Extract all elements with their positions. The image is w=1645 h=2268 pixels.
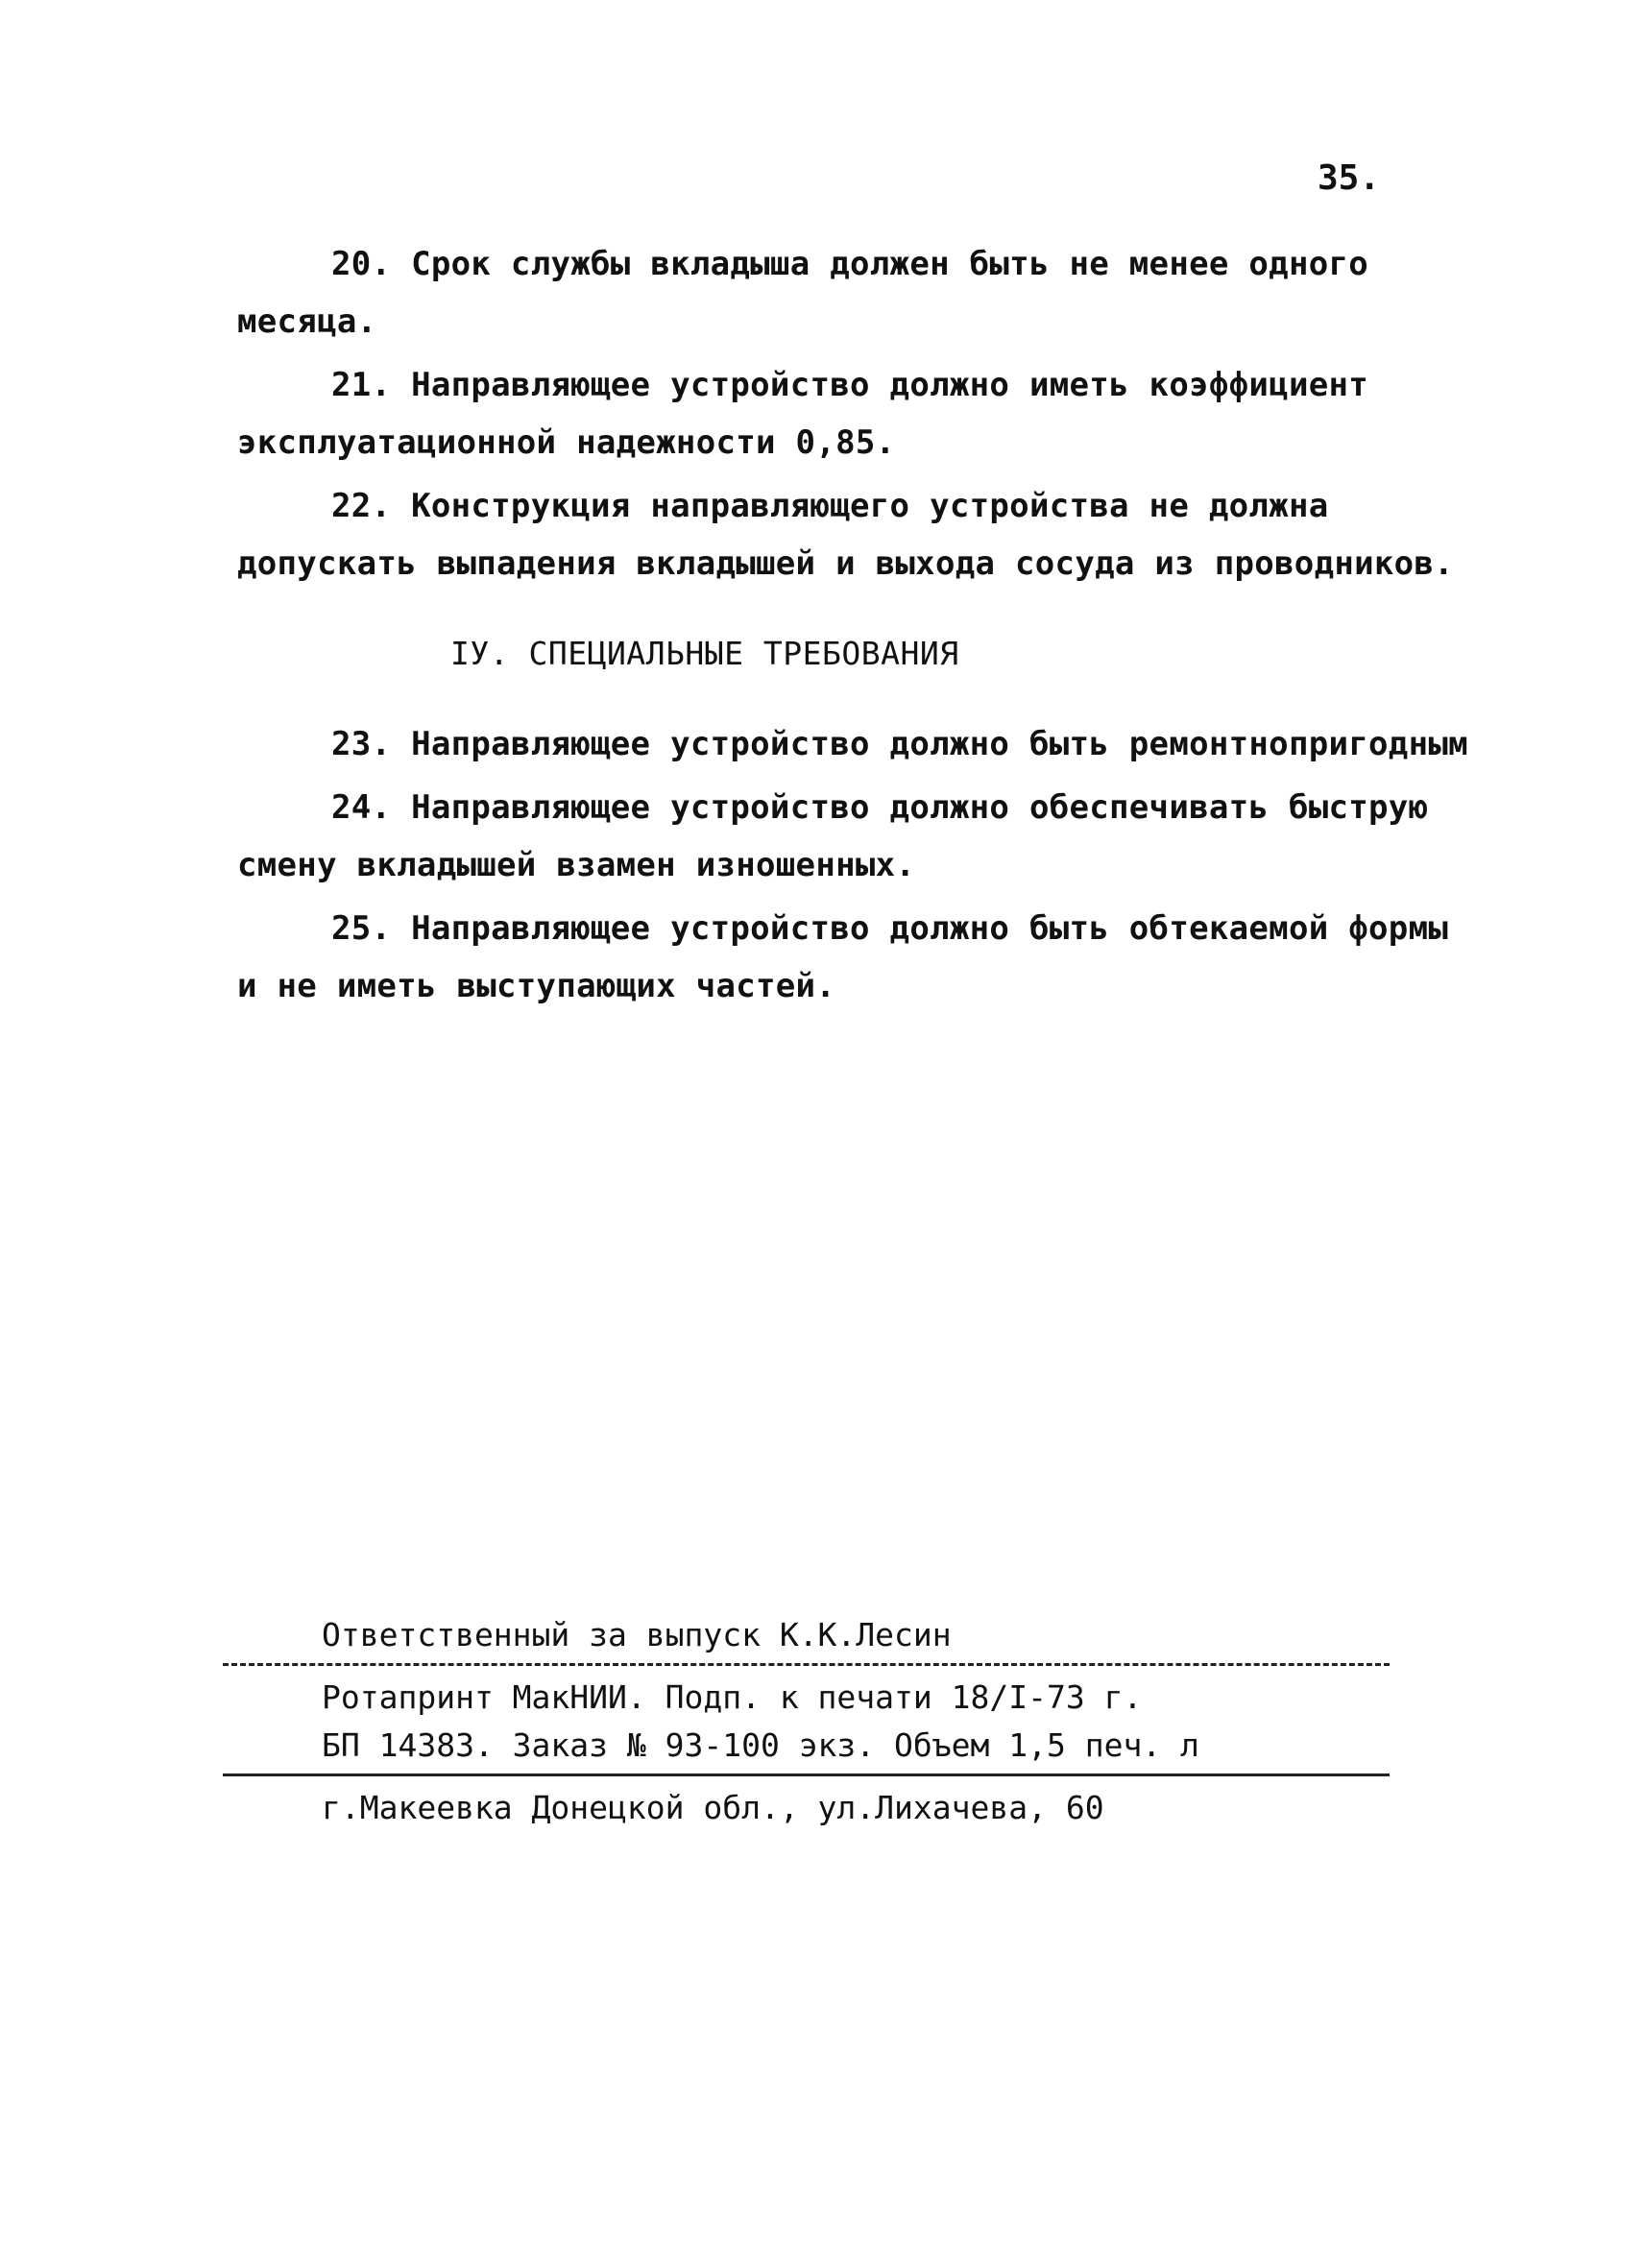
paragraph-20 bbox=[237, 235, 1438, 350]
imprint-divider-top bbox=[223, 1663, 1390, 1666]
paragraph-22-line1: 22. Конструкция направляющего устройства не должна bbox=[331, 487, 1329, 525]
paragraph-22 bbox=[237, 477, 1454, 592]
section-heading: IУ. СПЕЦИАЛЬНЫЕ ТРЕБОВАНИЯ bbox=[450, 635, 959, 672]
paragraph-23 bbox=[237, 715, 1468, 773]
paragraph-22-line2: допускать выпадения вкладышей и выхода сосуда из проводников. bbox=[237, 544, 1454, 583]
paragraph-25-line2: и не иметь выступающих частей. bbox=[237, 967, 836, 1005]
paragraph-21-line2: эксплуатационной надежности 0,85. bbox=[237, 423, 896, 462]
imprint-printer: Ротапринт МакНИИ. Подп. к печати 18/I-73 г. bbox=[322, 1678, 1143, 1716]
paragraph-25-line1: 25. Направляющее устройство должно быть обтекаемой формы bbox=[331, 909, 1449, 948]
body-text bbox=[237, 235, 1468, 1015]
paragraph-24-line1: 24. Направляющее устройство должно обеспечивать быструю bbox=[331, 788, 1429, 827]
paragraph-23-line1: 23. Направляющее устройство должно быть ремонтнопригодным bbox=[331, 725, 1468, 763]
imprint-order: БП 14383. Заказ № 93-100 экз. Объем 1,5 печ. л bbox=[322, 1726, 1199, 1764]
imprint-divider-bottom bbox=[223, 1773, 1390, 1776]
imprint-block bbox=[223, 1611, 1390, 1832]
imprint-address: г.Макеевка Донецкой обл., ул.Лихачева, 60 bbox=[322, 1789, 1104, 1826]
paragraph-21-line1: 21. Направляющее устройство должно иметь коэффициент bbox=[331, 366, 1369, 404]
imprint-responsible: Ответственный за выпуск К.К.Лесин bbox=[322, 1616, 952, 1653]
paragraph-20-line2: месяца. bbox=[237, 302, 377, 341]
paragraph-24 bbox=[237, 779, 1438, 894]
paragraph-21 bbox=[237, 356, 1438, 471]
paragraph-20-line1: 20. Срок службы вкладыша должен быть не менее одного bbox=[331, 245, 1369, 283]
page-number: 35. bbox=[1318, 158, 1381, 198]
paragraph-24-line2: смену вкладышей взамен изношенных. bbox=[237, 846, 916, 884]
paragraph-25 bbox=[237, 900, 1449, 1015]
